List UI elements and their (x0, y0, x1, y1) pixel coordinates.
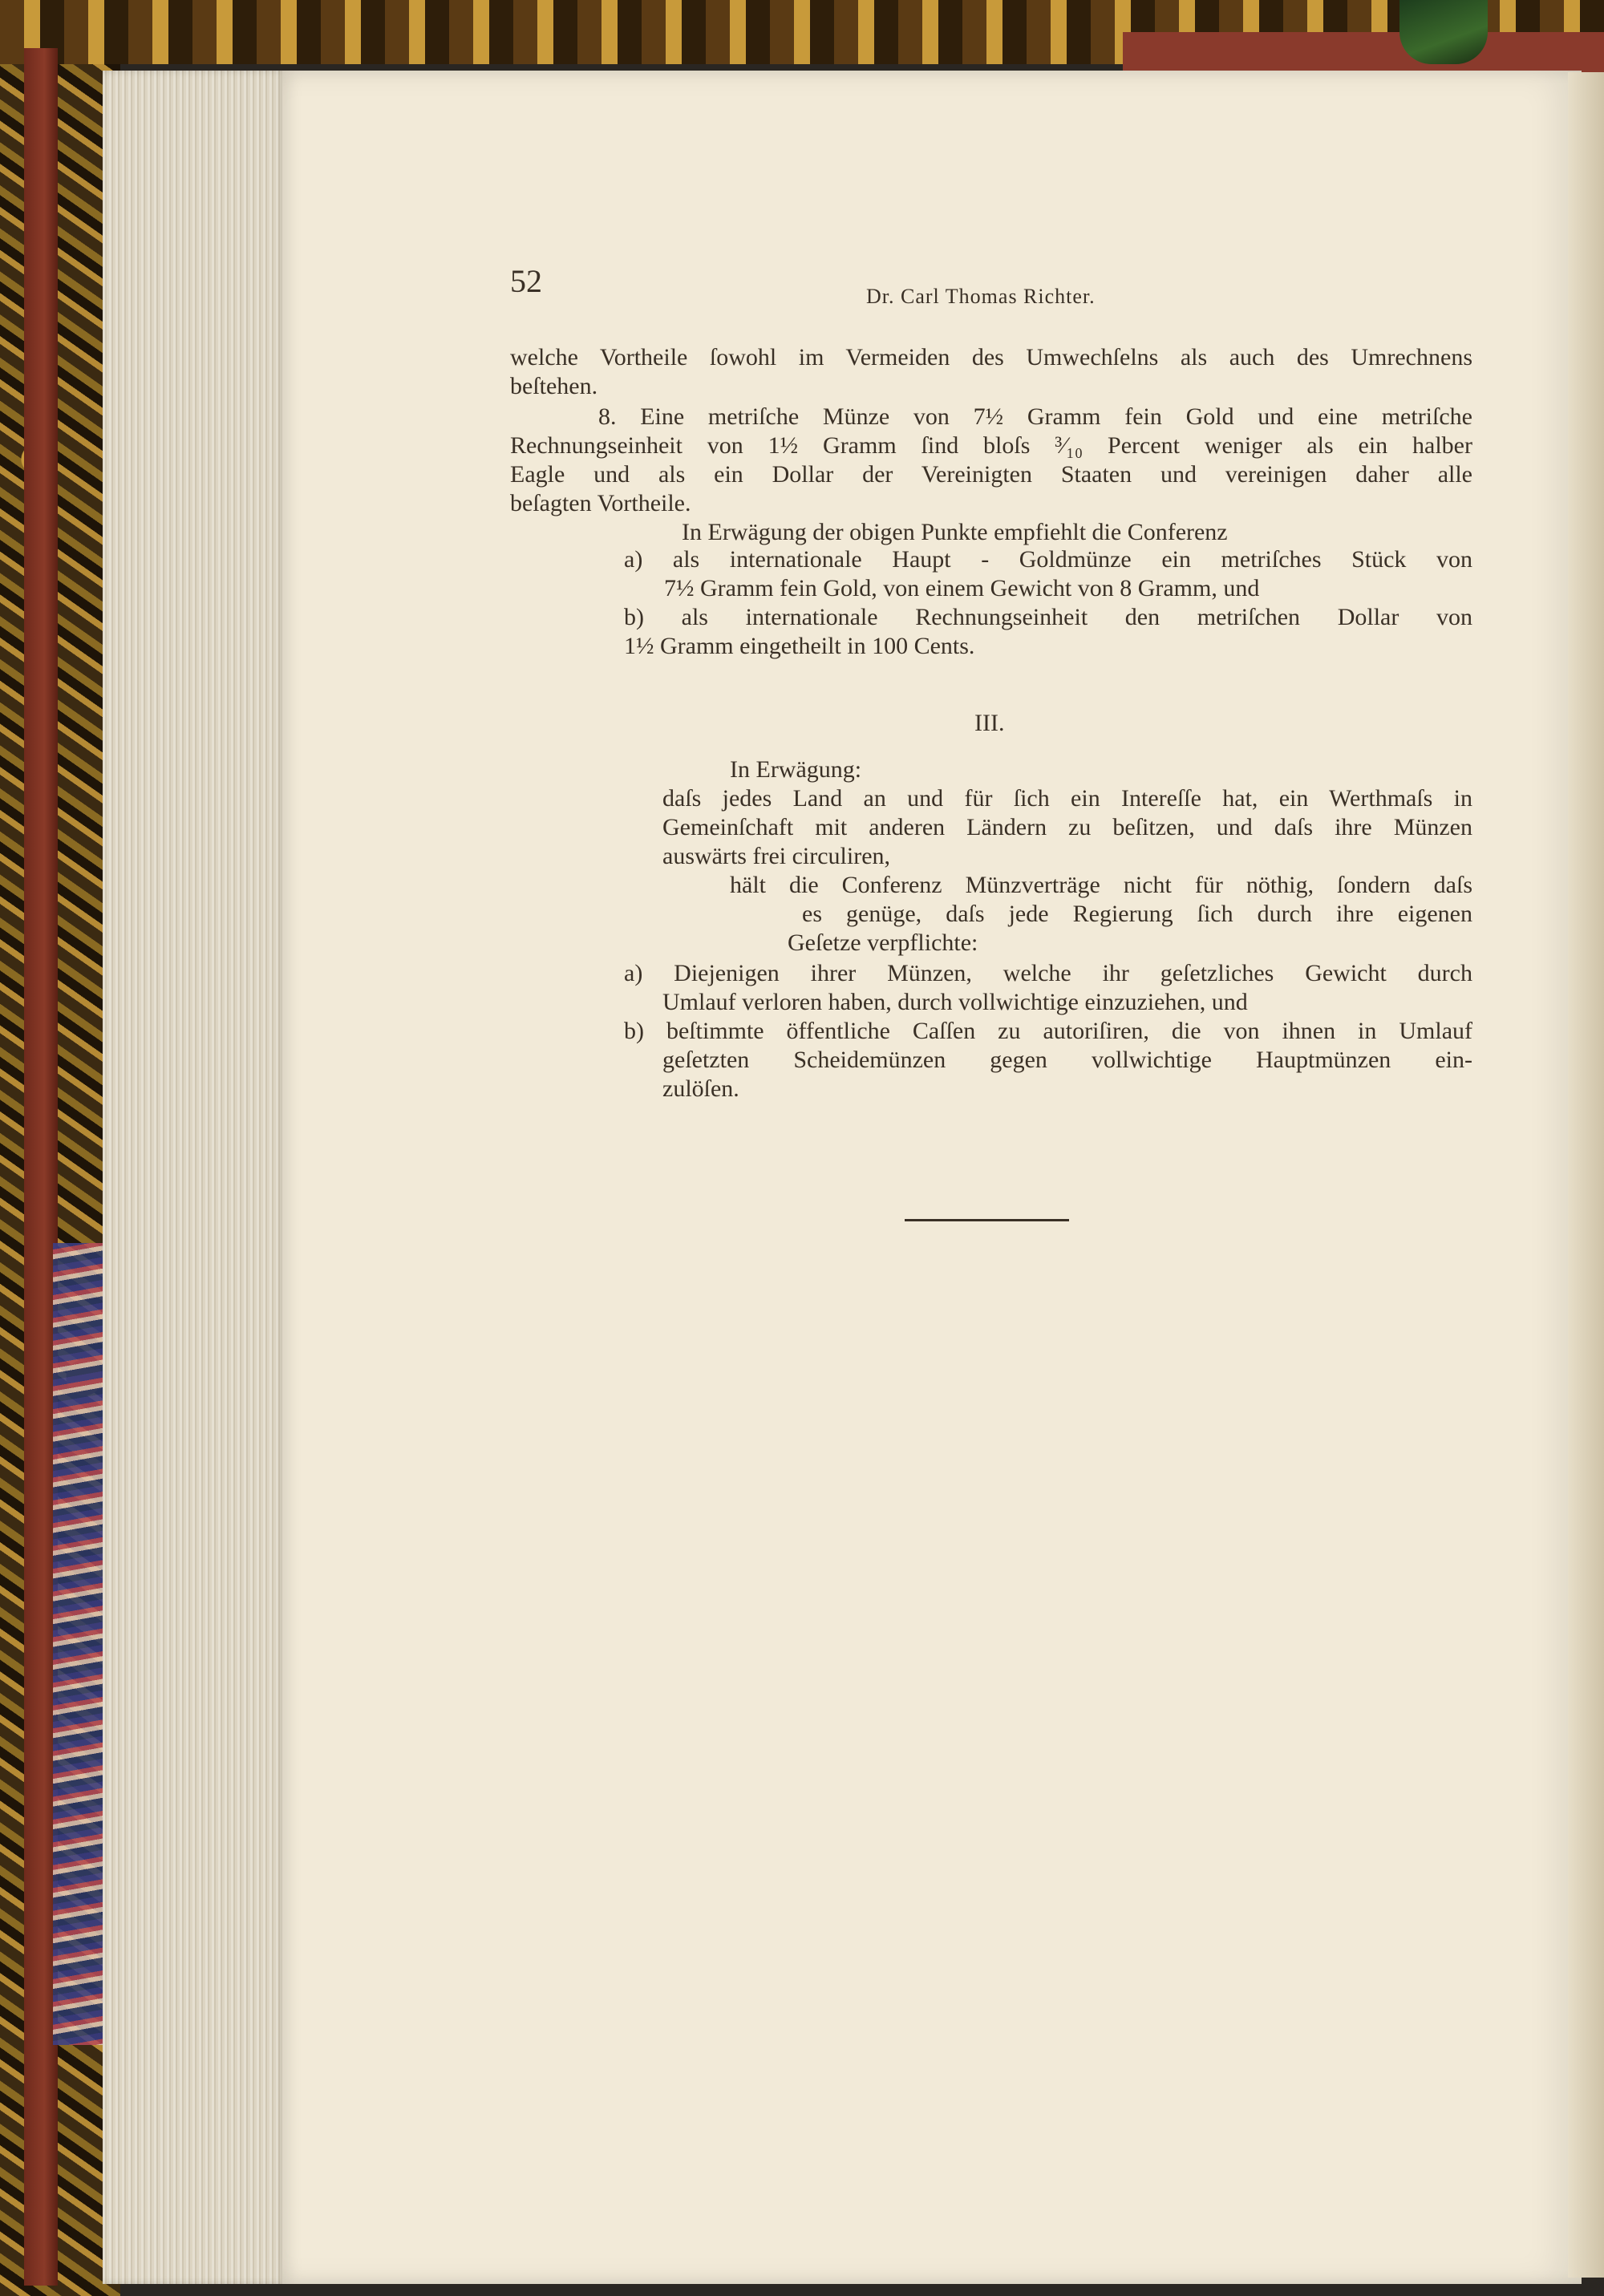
bookmark-ribbon (1399, 0, 1488, 64)
body-line: Rechnungseinheit von 1½ Gramm ſind bloſs ³⁄₁₀ Percent weniger als ein halber (510, 432, 1472, 459)
facing-page-edge (1568, 72, 1604, 2278)
page-stack-edge (103, 71, 287, 2284)
list-item-continuation: Umlauf verloren haben, durch vollwichtige einzuziehen, und (662, 989, 1248, 1015)
section-end-rule (905, 1219, 1069, 1221)
body-line: In Erwägung: (730, 756, 862, 783)
body-line: hält die Conferenz Münzverträge nicht für nöthig, ſondern daſs (730, 872, 1472, 898)
body-line: Eagle und als ein Dollar der Vereinigten Staaten und vereinigen daher alle (510, 461, 1472, 488)
body-line: In Erwägung der obigen Punkte empfiehlt die Conferenz (682, 519, 1228, 545)
body-line: 8. Eine metriſche Münze von 7½ Gramm fein Gold und eine metriſche (598, 403, 1472, 430)
body-line: beſtehen. (510, 373, 598, 399)
list-item-b: b) als internationale Rechnungseinheit den metriſchen Dollar von (624, 604, 1472, 630)
body-line: Gemeinſchaft mit anderen Ländern zu beſitzen, und daſs ihre Münzen (662, 814, 1472, 840)
body-line: welche Vortheile ſowohl im Vermeiden des Umwechſelns als auch des Umrechnens (510, 344, 1472, 371)
running-head: Dr. Carl Thomas Richter. (866, 285, 1096, 308)
list-item-continuation: geſetzten Scheidemünzen gegen vollwichtige Hauptmünzen ein- (662, 1047, 1472, 1073)
list-item-a: a) Diejenigen ihrer Münzen, welche ihr geſetzliches Gewicht durch (624, 960, 1472, 986)
list-item-continuation: 1½ Gramm eingetheilt in 100 Cents. (624, 633, 975, 659)
list-item-continuation: 7½ Gramm fein Gold, von einem Gewicht von 8 Gramm, und (664, 575, 1260, 601)
section-heading: III. (974, 710, 1005, 736)
list-item-b: b) beſtimmte öffentliche Caſſen zu autoriſiren, die von ihnen in Umlauf (624, 1018, 1472, 1044)
body-line: Geſetze verpflichte: (788, 929, 978, 956)
marbled-endpaper (53, 1243, 109, 2045)
body-line: beſagten Vortheile. (510, 490, 691, 516)
body-line: auswärts frei circuliren, (662, 843, 891, 869)
list-item-continuation: zulöſen. (662, 1075, 739, 1102)
body-line: es genüge, daſs jede Regierung ſich durch ihre eigenen (802, 901, 1472, 927)
body-line: daſs jedes Land an und für ſich ein Intereſſe hat, ein Werthmaſs in (662, 785, 1472, 812)
page-number: 52 (510, 263, 542, 299)
list-item-a: a) als internationale Haupt - Goldmünze ein metriſches Stück von (624, 546, 1472, 573)
